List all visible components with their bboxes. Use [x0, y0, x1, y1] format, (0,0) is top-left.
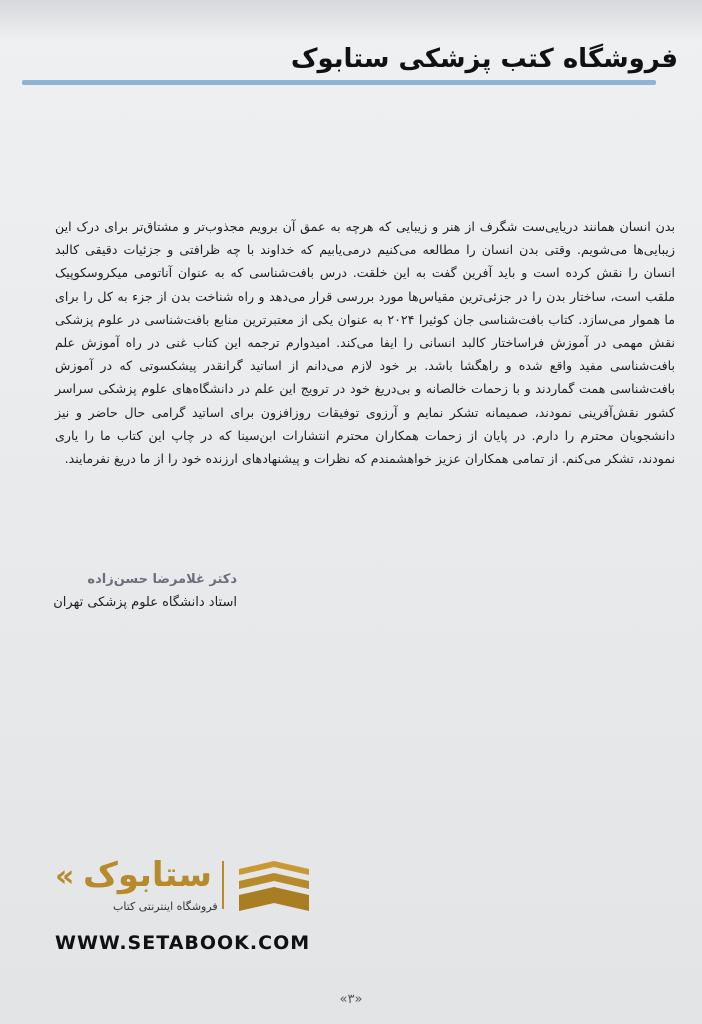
brand-divider: [222, 861, 224, 909]
page-number: «۳»: [339, 992, 363, 1007]
author-name: دکتر غلامرضا حسن‌زاده: [87, 572, 237, 587]
brand-logo-text: ستابوک: [83, 855, 212, 895]
book-emblem-icon: [235, 861, 313, 913]
brand-arrows-icon: «: [55, 859, 75, 894]
brand-watermark: [55, 855, 315, 925]
signature-block: [7, 572, 237, 610]
preface-text: [55, 215, 675, 470]
preface-paragraph: بدن انسان همانند دریایی‌ست شگرف از هنر و زیبایی که هرچه به عمق آن برویم مجذوب‌تر و مشتاق‌تر برای درک این زیبایی‌ها می‌شویم. وقتی بدن انسان را مطالعه می‌کنیم درمی‌یابیم که خداوند با چه ظرافتی و جزئیات دقیقی کالبد انسان را نقش کرده است و باید آفرین گفت به این خلقت. درس بافت‌شناسی که به عنوان آناتومی میکروسکوپیک ملقب است، ساختار بدن را در جزئی‌ترین مقیاس‌ها مورد بررسی قرار می‌دهد و راه شناخت بدن از جزء به کل را برای ما هموار می‌سازد. کتاب بافت‌شناسی جان کوئیرا ۲۰۲۴ به عنوان یکی از معتبرترین منابع بافت‌شناسی در علوم پزشکی نقش مهمی در آموزش فراساختار کالبد انسانی را ایفا می‌کند. امیدوارم ترجمه این کتاب غنی در راه آموزش علم بافت‌شناسی مفید واقع شده و راهگشا باشد. بر خود لازم می‌دانم از اساتید گرانقدر پیشکسوتی که در آموزش بافت‌شناسی همت گماردند و با زحمات خالصانه و بی‌دریغ خود در ترویج این علم در دانشگاه‌های علوم پزشکی سراسر کشور نقش‌آفرینی نمودند، صمیمانه تشکر نمایم و آرزوی توفیقات روزافزون برای اساتید گرامی حال حاضر و نیز دانشجویان محترم را دارم. در پایان از زحمات همکاران محترم انتشارات ابن‌سینا که در چاپ این کتاب ما را یاری نمودند، تشکر می‌کنم. از تمامی همکاران عزیز خواهشمندم که نظرات و پیشنهادهای ارزنده خود را از ما دریغ نفرمایند.: [55, 219, 675, 467]
header-rule: [22, 80, 656, 85]
author-role: استاد دانشگاه علوم پزشکی تهران: [53, 595, 237, 610]
page-title: فروشگاه کتب پزشکی ستابوک: [290, 44, 678, 74]
website-url: WWW.SETABOOK.COM: [55, 932, 311, 954]
page-shadow: [0, 0, 702, 40]
brand-subtitle: فروشگاه اینترنتی کتاب: [113, 900, 218, 913]
